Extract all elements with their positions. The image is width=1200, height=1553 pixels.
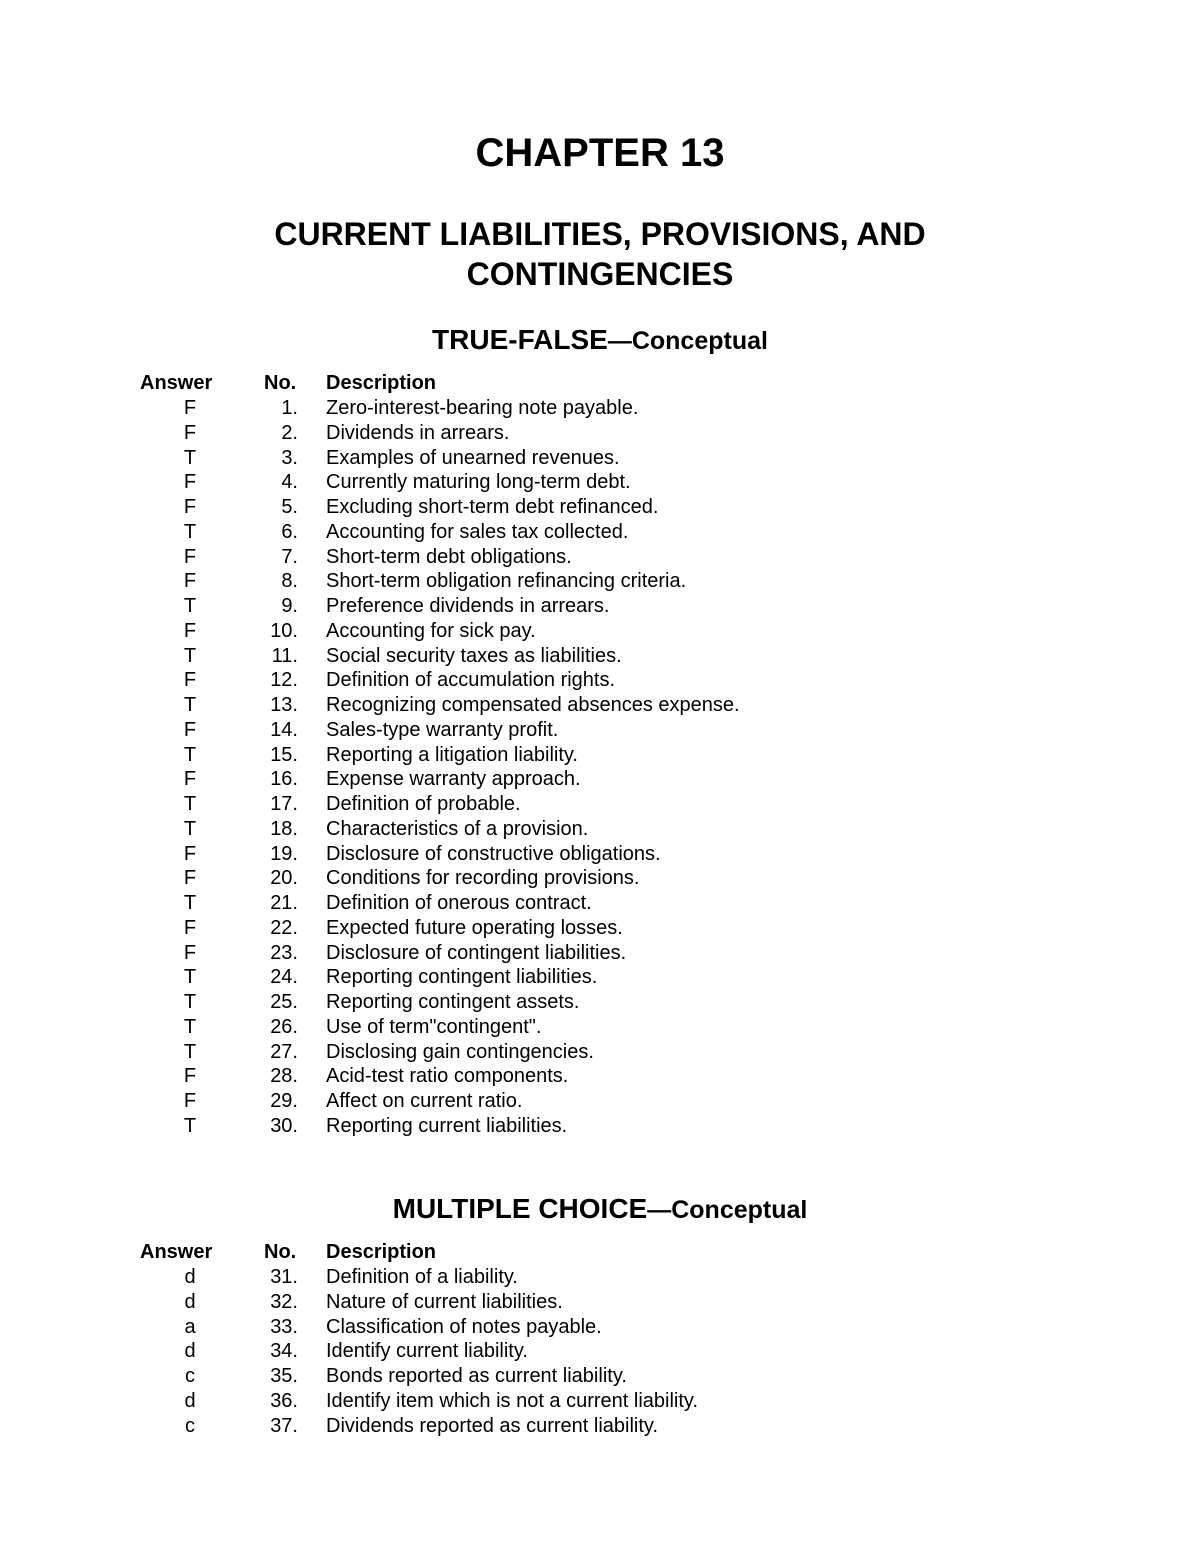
- number-cell: 20.: [270, 867, 298, 890]
- number-column-header: No.: [264, 1241, 297, 1263]
- table-row: [0, 891, 1200, 916]
- answer-cell: F: [183, 941, 197, 964]
- number-cell: 31.: [270, 1266, 298, 1288]
- answer-cell: c: [185, 1414, 195, 1437]
- description-cell: Expected future operating losses.: [326, 916, 623, 939]
- answer-cell: F: [183, 1065, 197, 1088]
- answer-cell: T: [183, 743, 197, 766]
- answer-cell: F: [183, 619, 197, 642]
- answer-cell: d: [184, 1340, 196, 1363]
- description-cell: Disclosing gain contingencies.: [326, 1040, 594, 1063]
- number-cell: 34.: [270, 1340, 298, 1363]
- table-row: [0, 1015, 1200, 1040]
- section-title-sub: Conceptual: [631, 327, 768, 355]
- table-row: [0, 718, 1200, 743]
- number-cell: 4.: [281, 471, 298, 494]
- answer-cell: F: [183, 867, 197, 890]
- description-column-header: Description: [326, 1241, 437, 1263]
- answer-cell: T: [183, 817, 197, 840]
- description-cell: Zero-interest-bearing note payable.: [326, 397, 639, 419]
- description-cell: Accounting for sales tax collected.: [326, 520, 629, 543]
- table-row: [0, 916, 1200, 941]
- number-cell: 15.: [270, 743, 298, 766]
- description-cell: Excluding short-term debt refinanced.: [326, 496, 659, 518]
- description-cell: Recognizing compensated absences expense.: [326, 694, 740, 716]
- answer-cell: T: [183, 793, 197, 815]
- answer-cell: T: [183, 595, 197, 617]
- table-row: [0, 495, 1200, 520]
- table-row: [0, 1364, 1200, 1389]
- answer-cell: F: [183, 842, 197, 865]
- answer-cell: T: [183, 1015, 197, 1038]
- number-column-header: No.: [264, 372, 297, 394]
- answer-cell: T: [183, 991, 197, 1013]
- description-cell: Definition of probable.: [326, 793, 521, 815]
- section-title-separator: —: [647, 1197, 672, 1224]
- description-cell: Reporting current liabilities.: [326, 1114, 568, 1137]
- table-row: [0, 1064, 1200, 1089]
- multiple-choice-table: [0, 1239, 1200, 1438]
- number-cell: 18.: [270, 817, 298, 840]
- answer-cell: d: [184, 1266, 196, 1288]
- number-cell: 29.: [270, 1090, 298, 1112]
- number-cell: 5.: [281, 496, 298, 518]
- table-row: [0, 743, 1200, 768]
- answer-cell: T: [183, 1040, 197, 1063]
- answer-cell: F: [183, 421, 197, 444]
- number-cell: 6.: [281, 520, 298, 543]
- description-cell: Dividends in arrears.: [326, 421, 510, 444]
- table-row: [0, 1339, 1200, 1364]
- answer-cell: F: [183, 1090, 197, 1112]
- answer-cell: T: [183, 694, 197, 716]
- answer-cell: d: [184, 1389, 196, 1412]
- table-row: [0, 1315, 1200, 1340]
- chapter-subtitle-line-2: CONTINGENCIES: [466, 256, 734, 292]
- answer-cell: T: [183, 1114, 197, 1137]
- description-cell: Short-term obligation refinancing criteria.: [326, 570, 687, 593]
- table-row: [0, 767, 1200, 792]
- description-cell: Reporting contingent assets.: [326, 991, 580, 1013]
- description-column-header: Description: [326, 372, 437, 394]
- table-row: [0, 520, 1200, 545]
- table-row: [0, 990, 1200, 1015]
- answer-cell: F: [183, 545, 197, 568]
- section-title-separator: —: [607, 328, 632, 355]
- description-cell: Use of term"contingent".: [326, 1015, 542, 1038]
- table-header-row: [0, 1239, 1200, 1265]
- table-row: [0, 1389, 1200, 1414]
- number-cell: 33.: [270, 1315, 298, 1338]
- number-cell: 12.: [270, 669, 298, 692]
- answer-cell: a: [184, 1315, 196, 1338]
- description-cell: Definition of accumulation rights.: [326, 669, 616, 692]
- number-cell: 28.: [270, 1065, 298, 1088]
- number-cell: 16.: [270, 768, 298, 791]
- description-cell: Social security taxes as liabilities.: [326, 644, 622, 667]
- table-row: [0, 644, 1200, 669]
- answer-cell: d: [184, 1290, 196, 1313]
- number-cell: 7.: [281, 545, 298, 568]
- description-cell: Nature of current liabilities.: [326, 1290, 563, 1313]
- table-row: [0, 668, 1200, 693]
- answer-cell: T: [183, 892, 197, 914]
- answer-cell: F: [183, 768, 197, 791]
- number-cell: 3.: [281, 446, 298, 469]
- table-row: [0, 446, 1200, 471]
- answer-cell: F: [183, 570, 197, 593]
- table-row: [0, 792, 1200, 817]
- description-cell: Accounting for sick pay.: [326, 619, 536, 642]
- number-cell: 24.: [270, 966, 298, 989]
- number-cell: 14.: [270, 718, 298, 741]
- number-cell: 22.: [270, 916, 298, 939]
- description-cell: Currently maturing long-term debt.: [326, 471, 631, 494]
- answer-cell: T: [183, 446, 197, 469]
- answer-cell: F: [183, 916, 197, 939]
- number-cell: 1.: [281, 397, 298, 419]
- description-cell: Definition of a liability.: [326, 1266, 518, 1288]
- table-row: [0, 421, 1200, 446]
- description-cell: Acid-test ratio components.: [326, 1065, 569, 1088]
- number-cell: 13.: [270, 694, 298, 716]
- description-cell: Bonds reported as current liability.: [326, 1365, 627, 1387]
- number-cell: 2.: [281, 421, 298, 444]
- description-cell: Examples of unearned revenues.: [326, 446, 620, 469]
- number-cell: 26.: [270, 1015, 298, 1038]
- true-false-section-title: [0, 322, 1200, 363]
- description-cell: Affect on current ratio.: [326, 1090, 523, 1112]
- number-cell: 17.: [270, 793, 298, 815]
- chapter-title: CHAPTER 13: [475, 131, 725, 175]
- number-cell: 23.: [270, 941, 298, 964]
- description-cell: Dividends reported as current liability.: [326, 1414, 659, 1437]
- description-cell: Identify current liability.: [326, 1340, 528, 1363]
- description-cell: Conditions for recording provisions.: [326, 867, 640, 890]
- number-cell: 9.: [281, 595, 298, 617]
- answer-column-header: Answer: [140, 1241, 213, 1263]
- true-false-table: [0, 370, 1200, 1139]
- multiple-choice-section-title: [0, 1191, 1200, 1232]
- table-row: [0, 1414, 1200, 1439]
- number-cell: 25.: [270, 991, 298, 1013]
- table-row: [0, 1114, 1200, 1139]
- section-title-main: MULTIPLE CHOICE: [392, 1193, 648, 1224]
- answer-cell: c: [185, 1365, 195, 1387]
- answer-cell: T: [183, 966, 197, 989]
- number-cell: 35.: [270, 1365, 298, 1387]
- description-cell: Disclosure of constructive obligations.: [326, 842, 661, 865]
- table-header-row: [0, 370, 1200, 396]
- number-cell: 32.: [270, 1290, 298, 1313]
- description-cell: Characteristics of a provision.: [326, 817, 589, 840]
- description-cell: Preference dividends in arrears.: [326, 595, 610, 617]
- description-cell: Classification of notes payable.: [326, 1315, 602, 1338]
- table-row: [0, 545, 1200, 570]
- table-row: [0, 619, 1200, 644]
- table-row: [0, 470, 1200, 495]
- description-cell: Short-term debt obligations.: [326, 545, 572, 568]
- number-cell: 21.: [270, 892, 298, 914]
- table-row: [0, 866, 1200, 891]
- number-cell: 27.: [270, 1040, 298, 1063]
- answer-cell: F: [183, 669, 197, 692]
- table-row: [0, 396, 1200, 421]
- answer-cell: F: [183, 496, 197, 518]
- number-cell: 8.: [281, 570, 298, 593]
- table-row: [0, 1089, 1200, 1114]
- table-row: [0, 817, 1200, 842]
- answer-cell: F: [183, 718, 197, 741]
- description-cell: Definition of onerous contract.: [326, 892, 592, 914]
- description-cell: Expense warranty approach.: [326, 768, 581, 791]
- description-cell: Identify item which is not a current liability.: [326, 1389, 699, 1412]
- description-cell: Sales-type warranty profit.: [326, 718, 559, 741]
- table-row: [0, 1265, 1200, 1290]
- answer-cell: T: [183, 644, 197, 667]
- number-cell: 19.: [270, 842, 298, 865]
- answer-cell: T: [183, 520, 197, 543]
- number-cell: 10.: [270, 619, 298, 642]
- table-row: [0, 1040, 1200, 1065]
- table-row: [0, 1290, 1200, 1315]
- section-title-main: TRUE-FALSE: [432, 324, 608, 355]
- answer-cell: F: [183, 397, 197, 419]
- table-row: [0, 693, 1200, 718]
- table-row: [0, 569, 1200, 594]
- description-cell: Reporting contingent liabilities.: [326, 966, 598, 989]
- table-row: [0, 965, 1200, 990]
- number-cell: 37.: [270, 1414, 298, 1437]
- number-cell: 11.: [271, 644, 298, 667]
- description-cell: Disclosure of contingent liabilities.: [326, 941, 627, 964]
- answer-column-header: Answer: [140, 372, 213, 394]
- table-row: [0, 594, 1200, 619]
- number-cell: 30.: [270, 1114, 298, 1137]
- table-row: [0, 842, 1200, 867]
- chapter-subtitle-line-1: CURRENT LIABILITIES, PROVISIONS, AND: [274, 216, 926, 252]
- description-cell: Reporting a litigation liability.: [326, 743, 578, 766]
- table-row: [0, 941, 1200, 966]
- answer-cell: F: [183, 471, 197, 494]
- number-cell: 36.: [270, 1389, 298, 1412]
- section-title-sub: Conceptual: [671, 1196, 808, 1224]
